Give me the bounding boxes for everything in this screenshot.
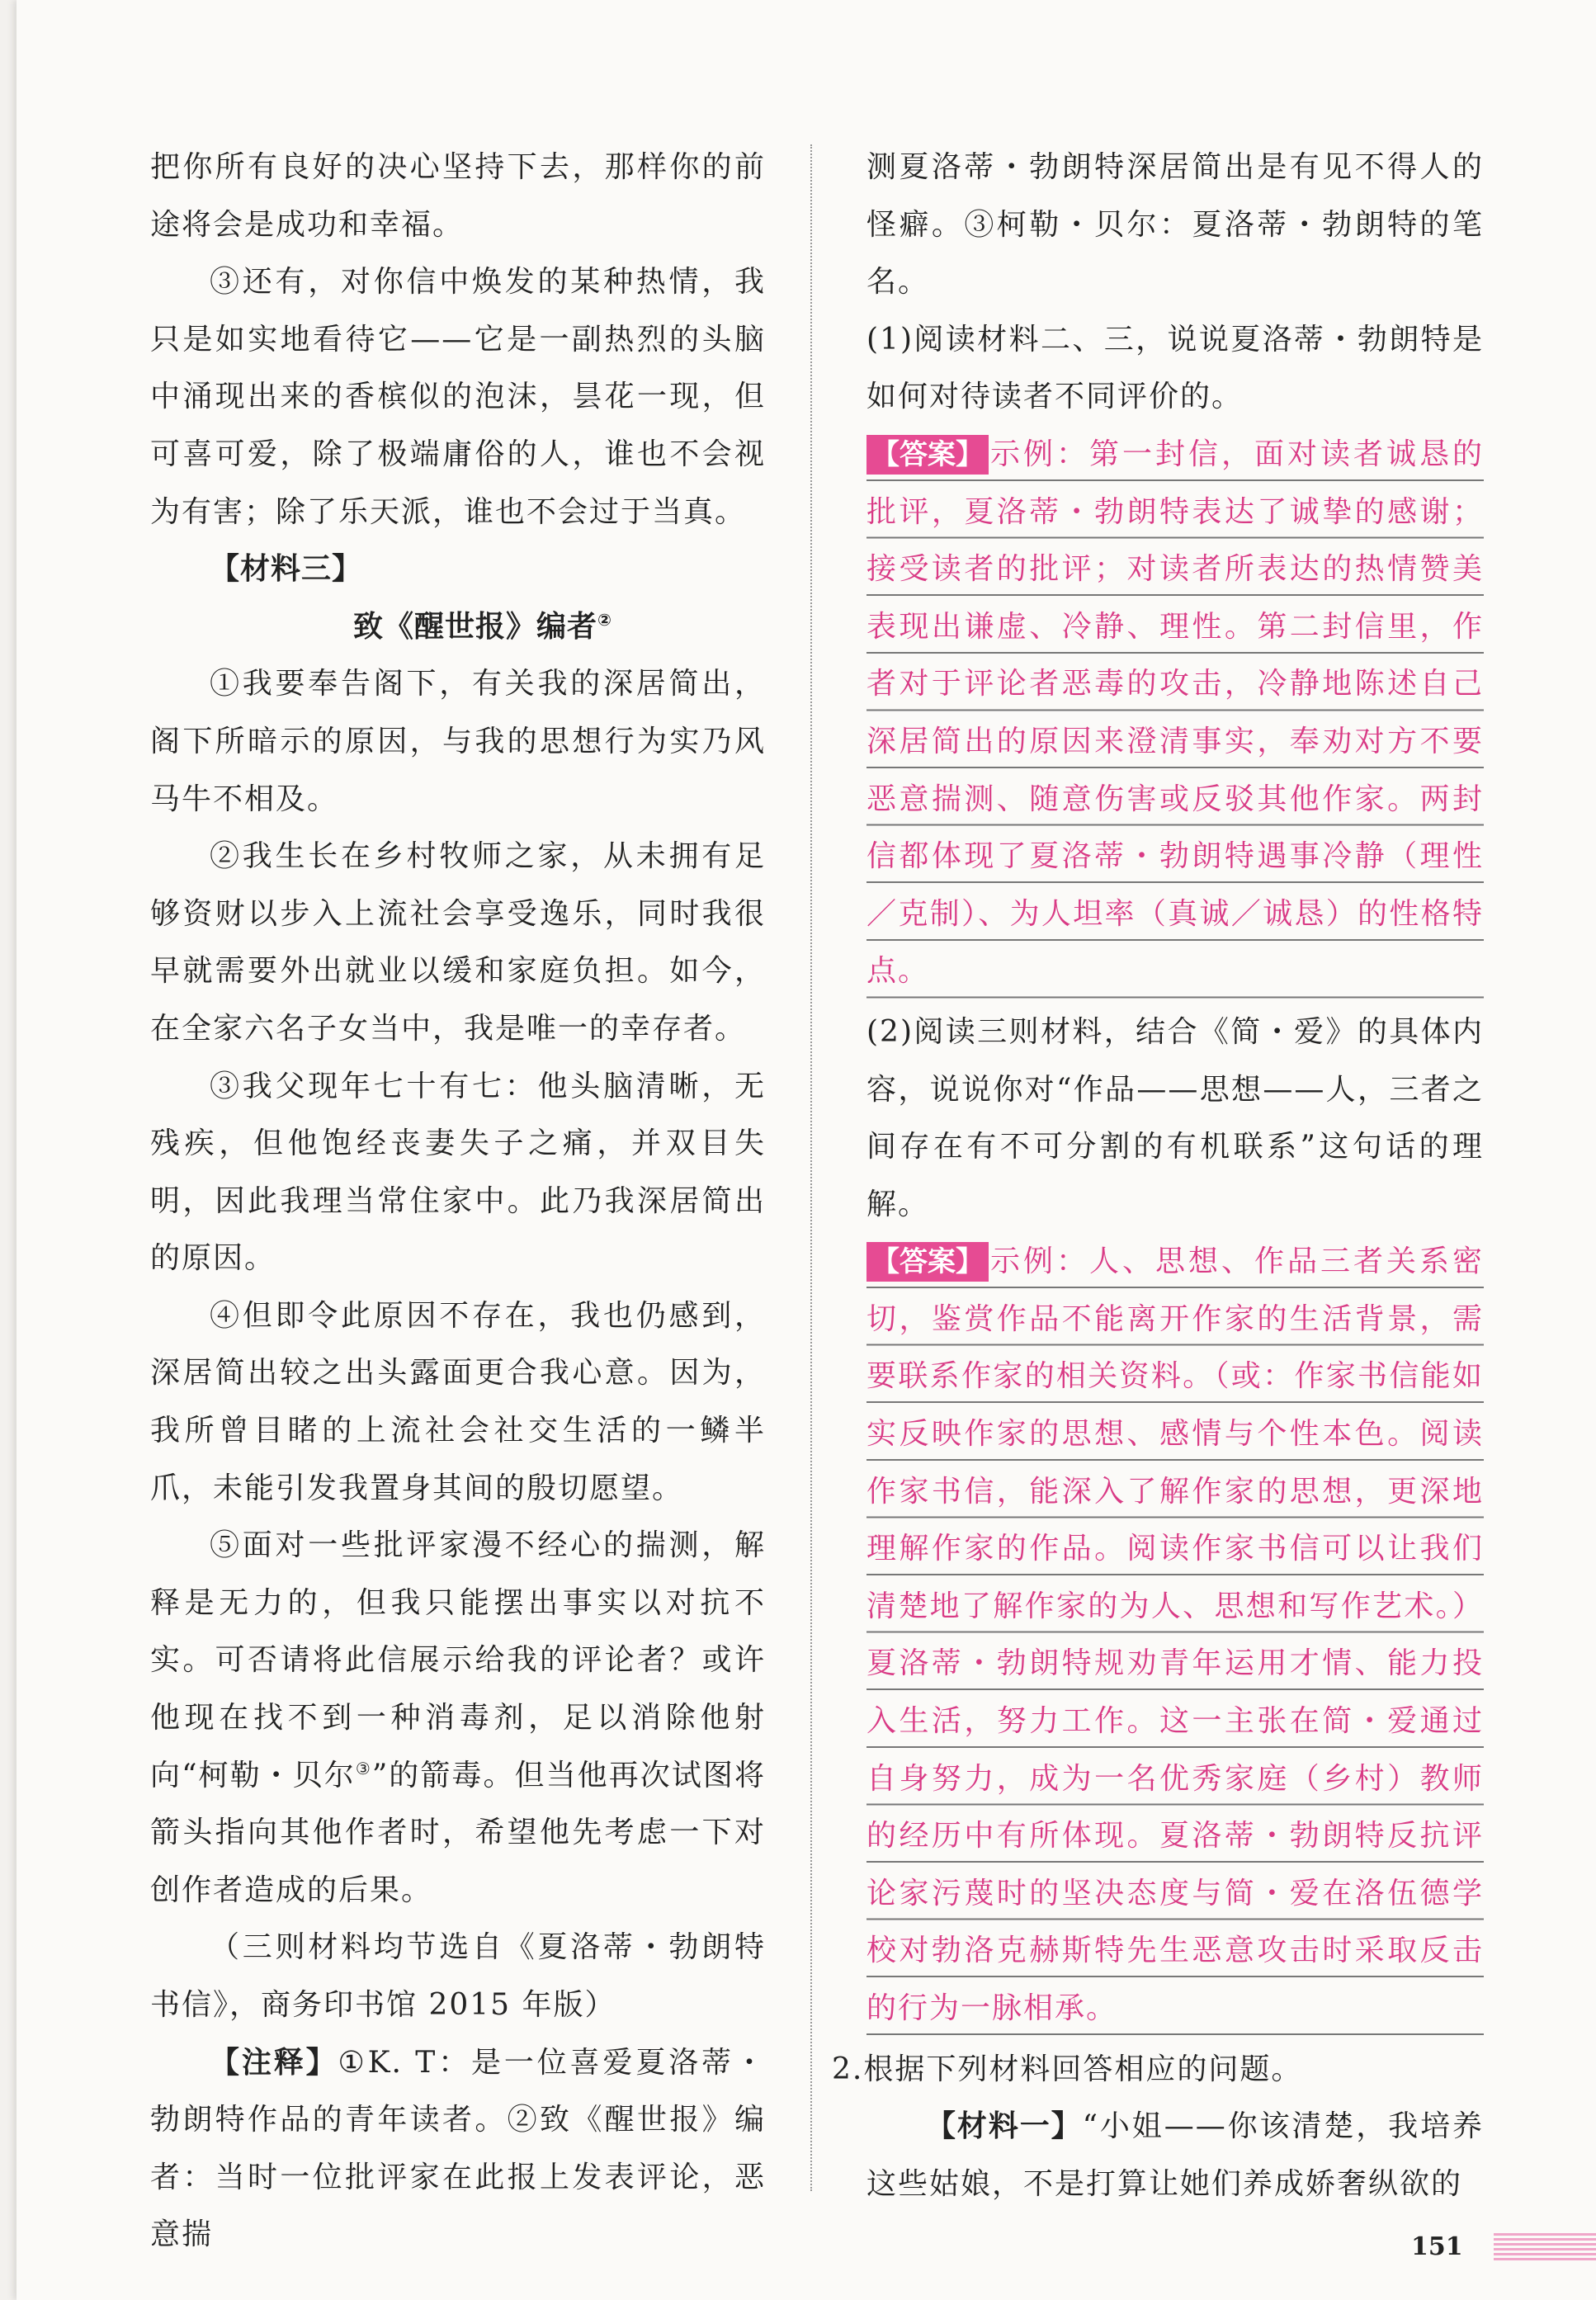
material-one	[866, 2098, 1484, 2213]
answer-lead: 示例：	[989, 437, 1089, 471]
right-column	[832, 139, 1484, 2213]
question-1: (1)阅读材料二、三，说说夏洛蒂・勃朗特是如何对待读者不同评价的。	[866, 322, 1484, 414]
paragraph: 把你所有良好的决心坚持下去，那样你的前途将会是成功和幸福。	[150, 150, 766, 242]
notes-label: 【注释】	[210, 2045, 338, 2080]
source-citation: （三则材料均节选自《夏洛蒂・勃朗特书信》，商务印书馆 2015 年版）	[150, 1930, 766, 2022]
letter-title	[200, 598, 766, 656]
material-one-label: 【材料一】	[926, 2109, 1083, 2144]
material-one-text: “小姐——你该清楚，我培养这些姑娘，不是打算让她们养成娇奢纵欲的	[866, 2109, 1484, 2201]
paragraph: ②我生长在乡村牧师之家，从未拥有足够资财以步入上流社会享受逸乐，同时我很早就需要外出就业以缓和家庭负担。如今，在全家六名子女当中，我是唯一的幸存者。	[150, 839, 766, 1046]
column-divider	[810, 144, 812, 2191]
left-column	[150, 139, 766, 2264]
question-2: (2)阅读三则材料，结合《简・爱》的具体内容，说说你对“作品——思想——人，三者之间存在有不可分割的有机联系”这句话的理解。	[866, 1014, 1484, 1221]
answer-text: 人、思想、作品三者关系密切，鉴赏作品不能离开作家的生活背景，需要联系作家的相关资料。（或：作家书信能如实反映作家的思想、感情与个性本色。阅读作家书信，能深入了解作家的思想，更深地理解作家的作品。阅读作家书信可以让我们清楚地了解作家的为人、思想和写作艺术。）夏洛蒂・勃朗特规劝青年运用才情、能力投入生活，努力工作。这一主张在简・爱通过自身努力，成为一名优秀家庭（乡村）教师的经历中有所体现。夏洛蒂・勃朗特反抗评论家污蔑时的坚决态度与简・爱在洛伍德学校对勃洛克赫斯特先生恶意攻击时采取反击的行为一脉相承。	[866, 1244, 1484, 2025]
paragraph-text: ⑤面对一些批评家漫不经心的揣测，解释是无力的，但我只能摆出事实以对抗不实。可否请将此信展示给我的评论者？或许他现在找不到一种消毒剂，足以消除他射向“柯勒・贝尔	[150, 1528, 766, 1792]
answer-text: 第一封信，面对读者诚恳的批评，夏洛蒂・勃朗特表达了诚挚的感谢；接受读者的批评；对读者所表达的热情赞美表现出谦虚、冷静、理性。第二封信里，作者对于评论者恶毒的攻击，冷静地陈述自己深居简出的原因来澄清事实，奉劝对方不要恶意揣测、随意伤害或反驳其他作家。两封信都体现了夏洛蒂・勃朗特遇事冷静（理性／克制）、为人坦率（真诚／诚恳）的性格特点。	[866, 437, 1484, 989]
notes-continued: 测夏洛蒂・勃朗特深居简出是有见不得人的怪癖。③柯勒・贝尔：夏洛蒂・勃朗特的笔名。	[866, 150, 1484, 300]
decorative-bar	[1494, 2233, 1596, 2263]
textbook-page	[17, 0, 1596, 2300]
answer-tag: 【答案】	[866, 1242, 989, 1282]
paragraph: ③我父现年七十有七：他头脑清晰，无残疾，但他饱经丧妻失子之痛，并双目失明，因此我理当常住家中。此乃我深居简出的原因。	[150, 1069, 766, 1276]
answer-lead: 示例：	[989, 1244, 1089, 1279]
notes-text: ①K. T：是一位喜爱夏洛蒂・勃朗特作品的青年读者。②致《醒世报》编者：当时一位批评家在此报上发表评论，恶意揣	[150, 2045, 766, 2252]
letter-title-text: 致《醒世报》编者	[353, 609, 598, 644]
footnote-mark: ③	[355, 1758, 372, 1778]
paragraph: ③还有，对你信中焕发的某种热情，我只是如实地看待它——它是一副热烈的头脑中涌现出来的香槟似的泡沫，昙花一现，但可喜可爱，除了极端庸俗的人，谁也不会视为有害；除了乐天派，谁也不会过于当真。	[150, 265, 766, 529]
answer-2	[866, 1233, 1484, 2037]
paragraph: ④但即令此原因不存在，我也仍感到，深居简出较之出头露面更合我心意。因为，我所曾目睹的上流社会社交生活的一鳞半爪，未能引发我置身其间的殷切愿望。	[150, 1298, 766, 1505]
paragraph	[150, 1517, 766, 1919]
material-three-label: 【材料三】	[210, 552, 363, 587]
notes	[150, 2034, 766, 2264]
paragraph: ①我要奉告阁下，有关我的深居简出，阁下所暗示的原因，与我的思想行为实乃风马牛不相及。	[150, 667, 766, 816]
answer-1	[866, 426, 1484, 1000]
page-number: 151	[1411, 2232, 1463, 2261]
footnote-mark: ②	[597, 609, 612, 630]
answer-tag: 【答案】	[866, 435, 989, 475]
paragraph-text: ”的箭毒。但当他再次试图将箭头指向其他作者时，希望他先考虑一下对创作者造成的后果。	[150, 1758, 766, 1907]
question-heading: 2.根据下列材料回答相应的问题。	[832, 2052, 1303, 2086]
